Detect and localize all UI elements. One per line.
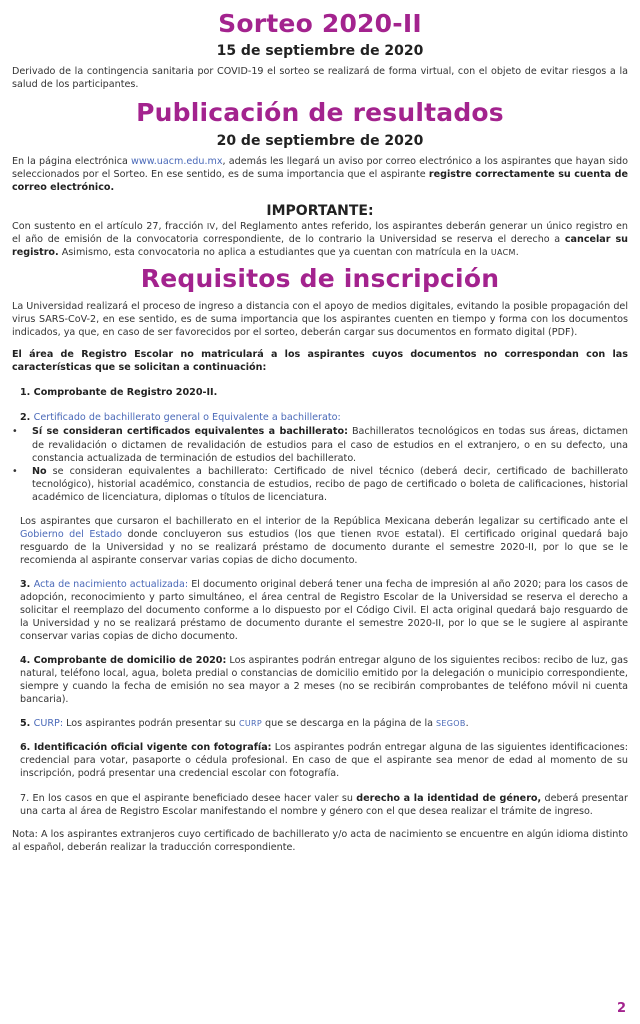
text-span: , además les llegará un aviso por correo electrónico a los aspirantes que hayan sido seleccionados por el Sorteo. En ese sentido, es de suma importancia que el aspirante xyxy=(12,155,628,180)
acta-nacimiento-link[interactable]: Acta de nacimiento actualizada: xyxy=(33,578,189,590)
bullet-label: No xyxy=(32,465,47,477)
nota-paragraph: Nota: A los aspirantes extranjeros cuyo certificado de bachillerato y/o acta de nacimiento se encuentre en algún idioma distinto al español, deberán realizar la traducción correspondiente. xyxy=(12,828,628,853)
curp-acronym-link[interactable]: CURP xyxy=(238,719,262,729)
cancel-emphasis: cancelar su registro. xyxy=(12,233,628,258)
requirement-5-number: 5. xyxy=(20,718,34,730)
text-span: . xyxy=(515,246,519,258)
list-item xyxy=(12,425,628,464)
importante-paragraph xyxy=(12,220,628,259)
publicacion-date: 20 de septiembre de 2020 xyxy=(216,132,424,149)
publicacion-paragraph xyxy=(12,155,628,194)
sorteo-paragraph: Derivado de la contingencia sanitaria por COVID-19 el sorteo se realizará de forma virtual, con el objeto de evitar riesgos a la salud de los participantes. xyxy=(12,66,628,91)
list-item xyxy=(12,465,628,504)
text-span: Los aspirantes que cursaron el bachillerato en el interior de la República Mexicana deberán legalizar su certificado ante el xyxy=(20,515,628,527)
text-span: deberá presentar una carta al área de Registro Escolar manifestando el nombre y género con el que desea realizar el trámite de ingreso. xyxy=(20,792,628,817)
bullet-label: Sí se consideran certificados equivalentes a bachillerato: xyxy=(32,426,348,438)
certificado-link[interactable]: Certificado de bachillerato general o Equivalente a bachillerato: xyxy=(33,412,341,424)
requirement-2-paragraph xyxy=(20,515,628,567)
gobierno-estado-link[interactable]: Gobierno del Estado xyxy=(20,528,122,540)
email-emphasis: registre correctamente su cuenta de correo electrónico. xyxy=(12,168,628,193)
text-span: Los aspirantes podrán presentar su xyxy=(63,718,239,730)
requirement-4-label: 4. Comprobante de domicilio de 2020: xyxy=(20,655,227,667)
text-span: En la página electrónica xyxy=(12,155,132,167)
text-span: , del Reglamento antes referido, los aspirantes deberán generar un único registro en el año de emisión de la convocatoria correspondiente, de lo contrario la Universidad se reserva el derecho a xyxy=(12,220,629,245)
text-span: 7. En los casos en que el aspirante beneficiado desee hacer valer su xyxy=(20,792,357,804)
identidad-genero-emphasis: derecho a la identidad de género, xyxy=(356,792,542,804)
requirement-2-heading xyxy=(20,411,628,424)
bullet-icon: • xyxy=(12,426,18,438)
requisitos-intro: La Universidad realizará el proceso de ingreso a distancia con el apoyo de medios digitales, evitando la posible propagación del virus SARS-CoV-2, en ese sentido, es de suma importancia que los aspirantes cuenten en tiempo y forma con los documentos indicados, ya que, en caso de ser favorecidos por el sorteo, deberán cargar sus documentos en formato digital (PDF). xyxy=(12,301,628,339)
importante-title: IMPORTANTE: xyxy=(266,202,374,219)
requisitos-warning xyxy=(12,348,628,374)
text-span: Los aspirantes podrán entregar alguna de las siguientes identificaciones: credencial para votar, pasaporte o cédula profesional. En caso de que el aspirante sea menor de edad al momento de su inscripción, podrá presentar una credencial escolar con fotografía. xyxy=(20,742,628,780)
requirement-4 xyxy=(20,654,628,706)
requirement-1-label: 1. Comprobante de Registro 2020-II. xyxy=(20,387,218,399)
text-span: donde concluyeron sus estudios (los que tienen xyxy=(122,528,377,540)
warning-text: El área de Registro Escolar no matriculará a los aspirantes cuyos documentos no correspondan con las características que se solicitan a continuación: xyxy=(12,349,628,374)
requisitos-title: Requisitos de inscripción xyxy=(140,263,500,293)
requirement-6-label: 6. Identificación oficial vigente con fotografía: xyxy=(20,742,272,754)
page-number: 2 xyxy=(616,1001,626,1016)
roman-numeral: IV xyxy=(206,221,216,231)
segob-link[interactable]: SEGOB xyxy=(436,719,466,729)
requirement-6 xyxy=(20,741,628,780)
bullet-text: se consideran equivalentes a bachillerato: Certificado de nivel técnico (deberá decir, certificado de bachillerato tecnológico), historial académico, constancia de estudios, recibo de pago de certificado o boleta de calificaciones, historial académico de licenciatura, diplomas o títulos de licenciatura. xyxy=(32,465,628,503)
sorteo-title: Sorteo 2020-II xyxy=(218,9,422,38)
bullet-text: Bachilleratos tecnológicos en todas sus áreas, dictamen de revalidación o dictamen de revalidación de estudios para el caso de estudios en el extranjero, o en su defecto, una constancia actualizada de terminación de estudios del bachillerato. xyxy=(32,426,628,464)
text-span: . xyxy=(465,718,469,730)
bullet-icon: • xyxy=(12,465,18,477)
requirement-5 xyxy=(20,717,628,730)
sorteo-date: 15 de septiembre de 2020 xyxy=(216,43,424,60)
text-span: estatal). El certificado original quedará bajo resguardo de la Universidad y no se realizará préstamo de documento durante el semestre 2020-II, por lo que se le recomienda al aspirante conservar varias copias de dicho documento. xyxy=(20,528,628,566)
requirement-2-number: 2. xyxy=(20,412,34,424)
requirement-7 xyxy=(20,792,628,818)
uacm-acronym: UACM xyxy=(490,247,516,257)
text-span: que se descarga en la página de la xyxy=(261,718,437,730)
rvoe-acronym: RVOE xyxy=(376,529,400,539)
curp-link[interactable]: CURP: xyxy=(33,718,64,730)
text-span: Asimismo, esta convocatoria no aplica a estudiantes que ya cuentan con matrícula en la xyxy=(58,246,491,258)
text-span: Los aspirantes podrán entregar alguno de los siguientes recibos: recibo de luz, gas natural, teléfono local, agua, boleta predial o constancias de domicilio emitido por la delegación o municipio correspondiente, siempre y cuando la fecha de emisión no sea mayor a 2 meses (no se recibirán comprobantes de teléfono móvil ni cuenta bancaria). xyxy=(20,655,629,706)
equivalencias-list xyxy=(12,425,628,503)
requirement-3 xyxy=(20,578,628,643)
publicacion-title: Publicación de resultados xyxy=(136,98,504,128)
requirement-1 xyxy=(20,386,628,399)
text-span: Con sustento en el artículo 27, fracción xyxy=(12,220,207,232)
uacm-website-link[interactable]: www.uacm.edu.mx xyxy=(131,155,223,167)
requirement-3-number: 3. xyxy=(20,578,34,590)
text-span: El documento original deberá tener una fecha de impresión al año 2020; para los casos de adopción, reconocimiento y parto simultáneo, el área central de Registro Escolar de la Universidad se reserva el derecho a solicitar el reemplazo del documento conforme a lo dispuesto por el Código Civil. El acta original quedará bajo resguardo de la Universidad y no se realizará préstamo de documento durante el semestre 2020-II, por lo que se le sugiere al aspirante conservar varias copias de dicho documento. xyxy=(20,578,628,643)
